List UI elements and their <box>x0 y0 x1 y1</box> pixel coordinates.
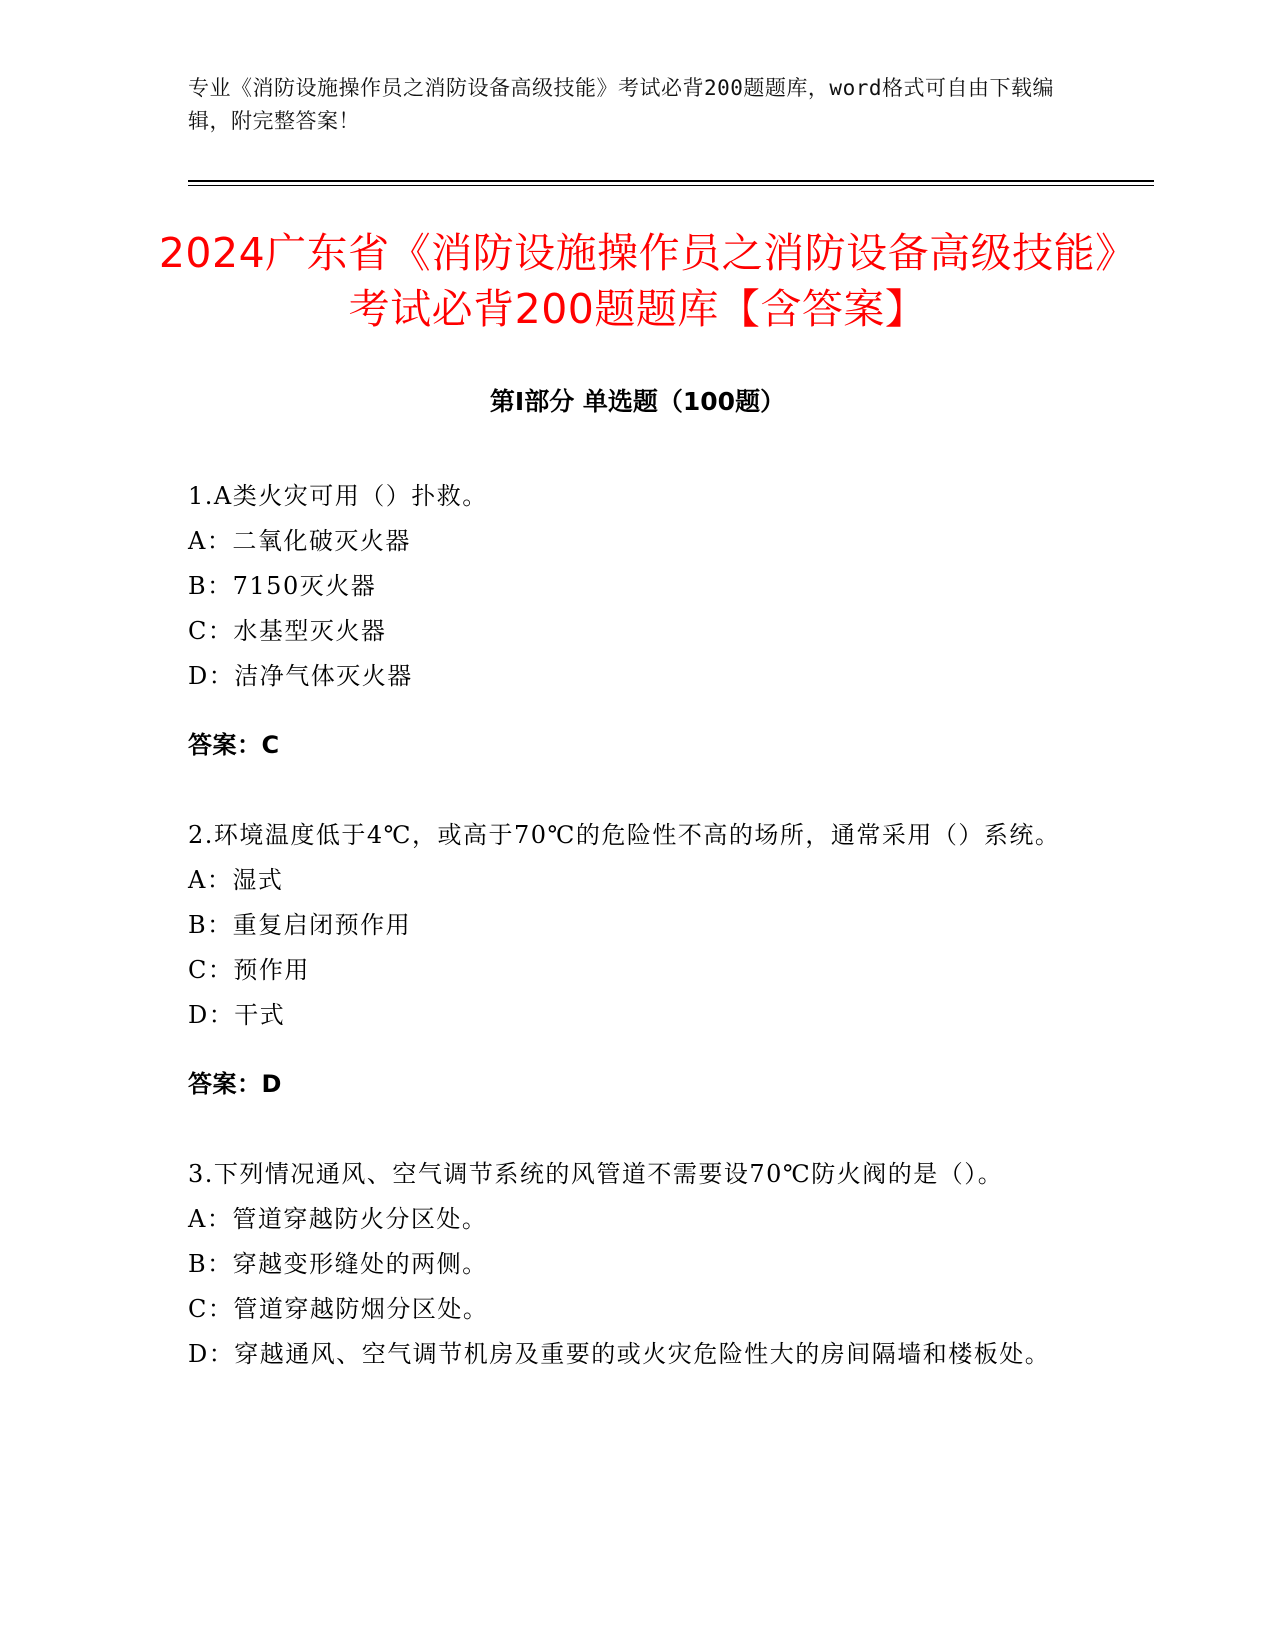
question-text: 3.下列情况通风、空气调节系统的风管道不需要设70℃防火阀的是（）。 <box>188 1160 1004 1188</box>
question-list <box>188 474 1078 1422</box>
option-d: D：洁净气体灭火器 <box>188 662 413 690</box>
option-a: A：管道穿越防火分区处。 <box>188 1205 488 1233</box>
option-c: C：预作用 <box>188 956 310 984</box>
option-a: A：二氧化破灭火器 <box>188 527 411 555</box>
document-title: 2024广东省《消防设施操作员之消防设备高级技能》考试必背200题题库【含答案】 <box>158 229 1117 333</box>
answer-line: 答案：D <box>188 1070 282 1098</box>
question-2 <box>188 813 1078 1107</box>
header-rule-thick <box>188 180 1154 182</box>
question-text: 1.A类火灾可用（）扑救。 <box>188 482 488 510</box>
option-a: A：湿式 <box>188 866 284 894</box>
option-b: B：重复启闭预作用 <box>188 911 412 939</box>
section-heading: 第Ⅰ部分 单选题（100题） <box>489 387 786 416</box>
option-d: D：穿越通风、空气调节机房及重要的或火灾危险性大的房间隔墙和楼板处。 <box>188 1340 1051 1368</box>
option-c: C：管道穿越防烟分区处。 <box>188 1295 489 1323</box>
question-text: 2.环境温度低于4℃，或高于70℃的危险性不高的场所，通常采用（）系统。 <box>188 821 1061 849</box>
option-d: D：干式 <box>188 1001 286 1029</box>
answer-line: 答案：C <box>188 731 280 759</box>
question-1 <box>188 474 1078 768</box>
option-c: C：水基型灭火器 <box>188 617 387 645</box>
option-b: B：7150灭火器 <box>188 572 377 600</box>
intro-text: 专业《消防设施操作员之消防设备高级技能》考试必背200题题库，word格式可自由下载编辑，附完整答案！ <box>188 76 1054 133</box>
option-b: B：穿越变形缝处的两侧。 <box>188 1250 488 1278</box>
header-rule-thin <box>188 185 1154 186</box>
question-3 <box>188 1152 1078 1377</box>
